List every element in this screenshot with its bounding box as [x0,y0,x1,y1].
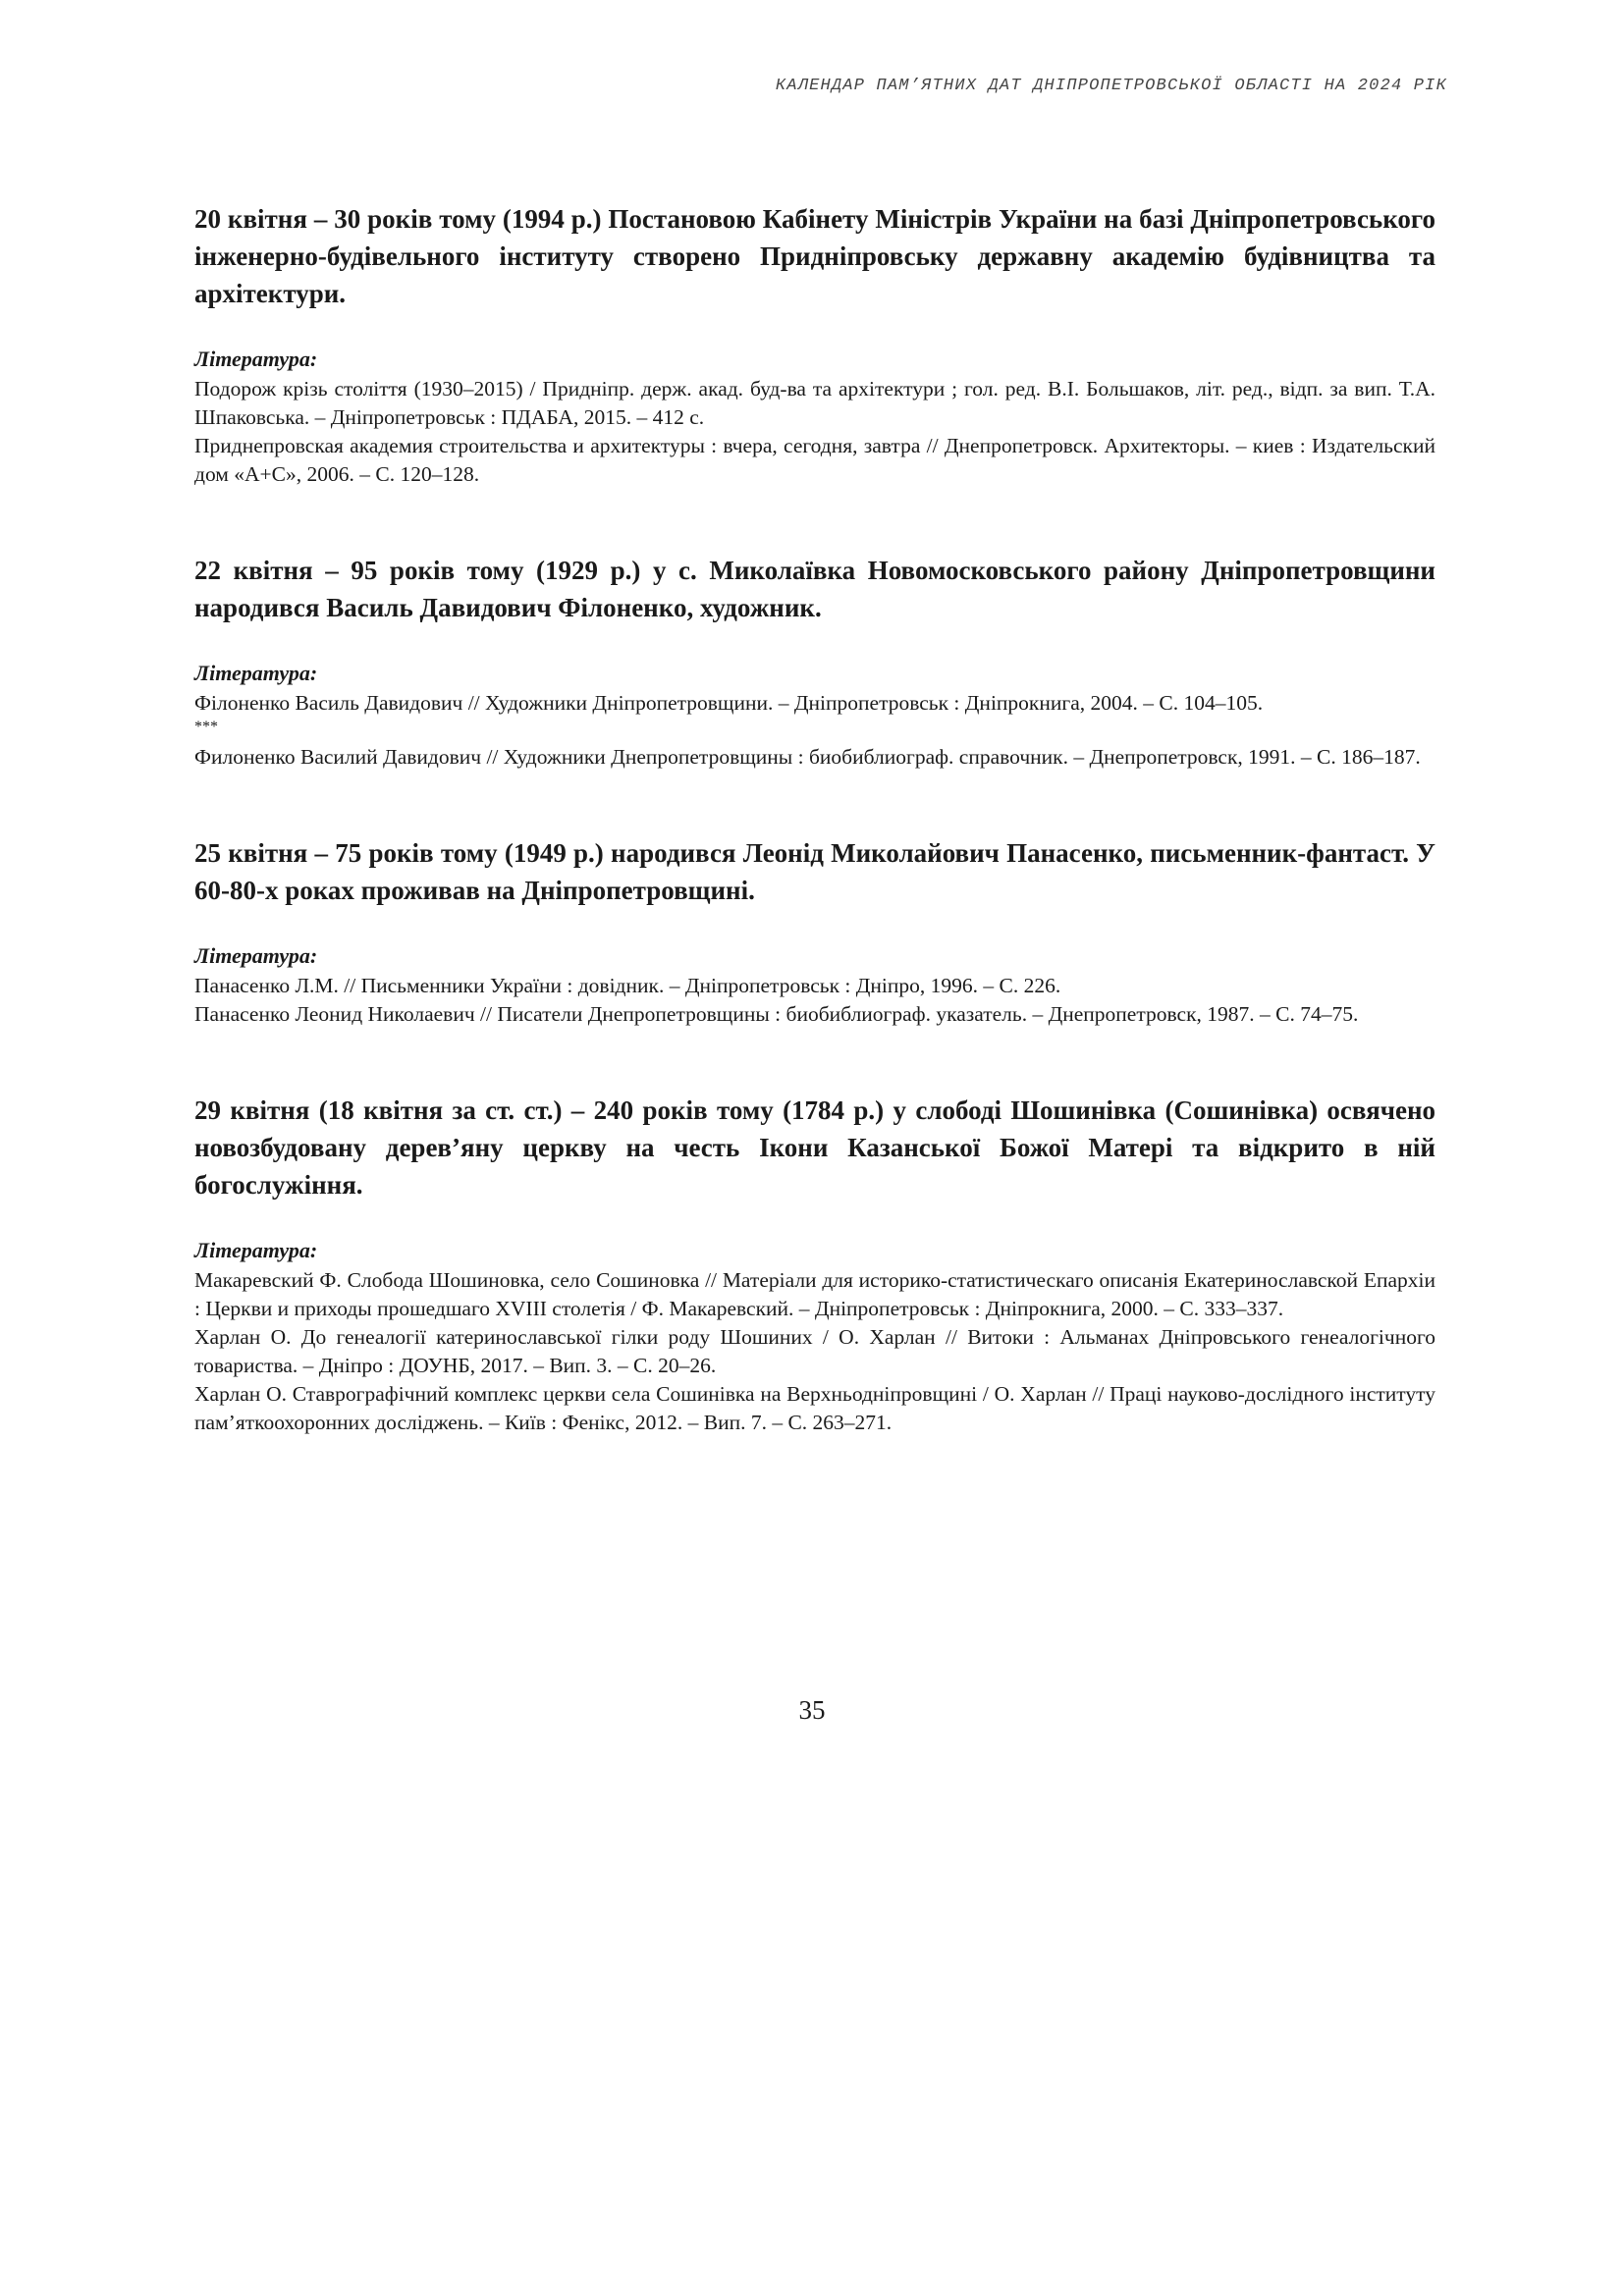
literature-separator: *** [194,719,218,735]
literature-item: Макаревский Ф. Слобода Шошиновка, село Сошиновка // Матеріали для историко-статистическаго описанія Екатеринославской Епархіи : Церкви и приходы прошедшаго XVIII столетія / Ф. Макаревский. – Дніпропетровськ : Дніпрокнига, 2000. – С. 333–337. [194,1268,1435,1320]
literature-item: Филоненко Василий Давидович // Художники Днепропетровщины : биобиблиограф. справочник. – Днепропетровск, 1991. – С. 186–187. [194,745,1421,769]
literature-heading: Література: [194,943,318,968]
literature-item: Панасенко Леонид Николаевич // Писатели Днепропетровщины : биобиблиограф. указатель. – Днепропетровск, 1987. – С. 74–75. [194,1002,1359,1026]
literature-item: Панасенко Л.М. // Письменники України : довідник. – Дніпропетровськ : Дніпро, 1996. – С. 226. [194,974,1061,997]
entry-april-29 [194,1092,1435,1437]
page-content [194,200,1435,1500]
literature-heading: Література: [194,347,318,371]
entry-title: 22 квітня – 95 років тому (1929 р.) у с. Миколаївка Новомосковського району Дніпропетровщини народився Василь Давидович Філоненко, художник. [194,556,1435,622]
entry-title: 25 квітня – 75 років тому (1949 р.) народився Леонід Миколайович Панасенко, письменник-фантаст. У 60-80-х роках проживав на Дніпропетровщині. [194,838,1435,905]
literature-item: Харлан О. Ставрографічний комплекс церкви села Сошинівка на Верхньодніпровщині / О. Харлан // Праці науково-дослідного інституту пам’яткоохоронних досліджень. – Київ : Фенікс, 2012. – Вип. 7. – С. 263–271. [194,1382,1435,1434]
literature-item: Філоненко Василь Давидович // Художники Дніпропетровщини. – Дніпропетровськ : Дніпрокнига, 2004. – С. 104–105. [194,691,1264,715]
entry-title: 20 квітня – 30 років тому (1994 р.) Постановою Кабінету Міністрів України на базі Дніпропетровського інженерно-будівельного інституту створено Придніпровську державну академію будівництва та архітектури. [194,204,1435,308]
entry-title: 29 квітня (18 квітня за ст. ст.) – 240 років тому (1784 р.) у слободі Шошинівка (Сошинівка) освячено новозбудовану дерев’яну церкву на честь Ікони Казанської Божої Матері та відкрито в ній богослужіння. [194,1095,1435,1200]
literature-item: Подорож крізь століття (1930–2015) / Придніпр. держ. акад. буд-ва та архітектури ; гол. ред. В.І. Большаков, літ. ред., відп. за вип. Т.А. Шпаковська. – Дніпропетровськ : ПДАБА, 2015. – 412 с. [194,377,1435,429]
running-header: КАЛЕНДАР ПАМ’ЯТНИХ ДАТ ДНІПРОПЕТРОВСЬКОЇ ОБЛАСТІ НА 2024 РІК [775,77,1447,95]
page-number: 35 [798,1695,826,1725]
entry-april-22 [194,552,1435,772]
literature-item: Харлан О. До генеалогії катеринославської гілки роду Шошиних / О. Харлан // Витоки : Альманах Дніпровського генеалогічного товариства. – Дніпро : ДОУНБ, 2017. – Вип. 3. – С. 20–26. [194,1325,1435,1377]
literature-item: Приднепровская академия строительства и архитектуры : вчера, сегодня, завтра // Днепропетровск. Архитекторы. – киев : Издательский дом «А+С», 2006. – С. 120–128. [194,434,1435,486]
literature-heading: Література: [194,661,318,685]
entry-april-25 [194,834,1435,1029]
entry-april-20 [194,200,1435,489]
literature-heading: Література: [194,1238,318,1262]
